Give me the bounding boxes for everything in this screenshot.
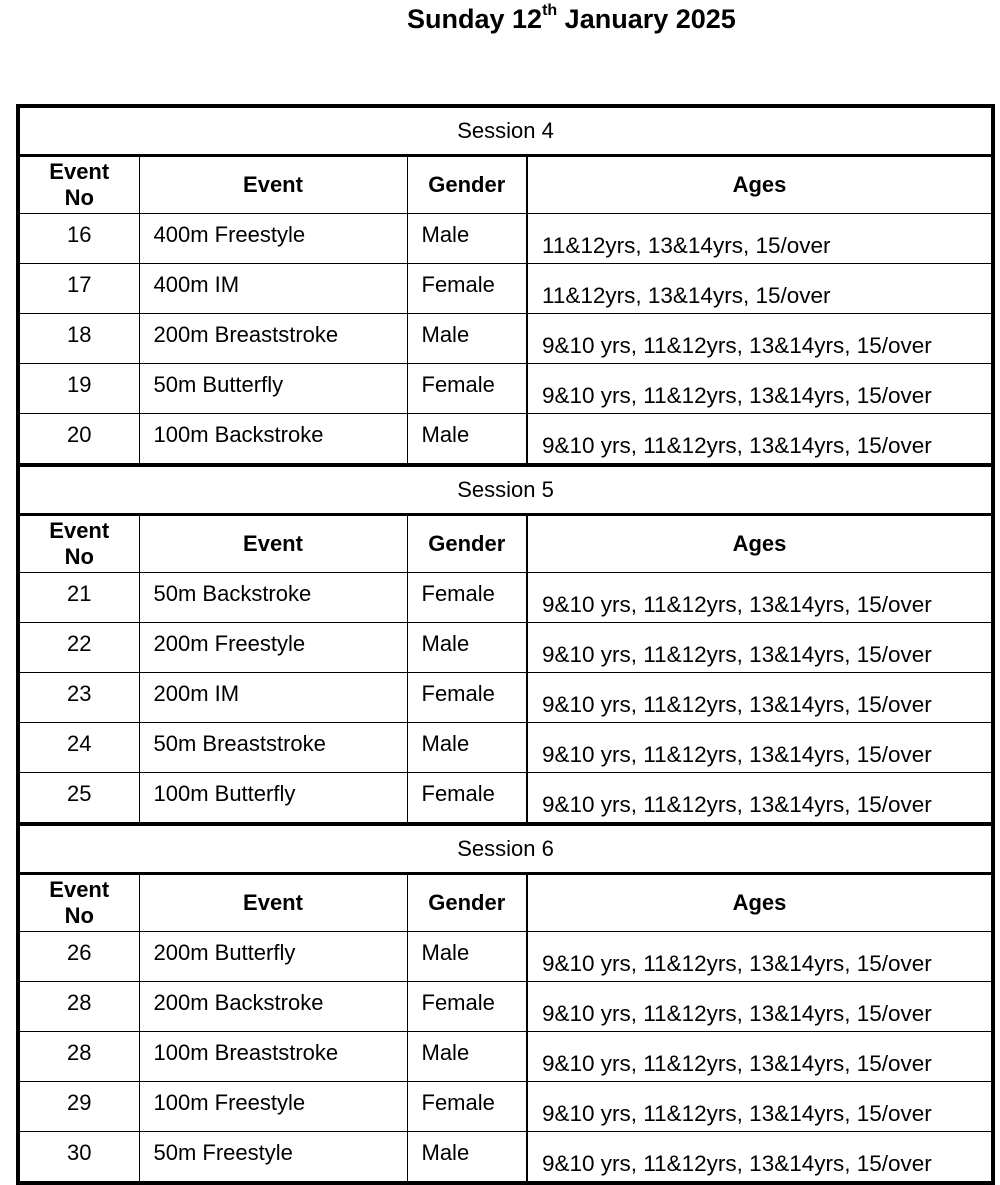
table-row [18, 1032, 993, 1082]
schedule-body [18, 106, 993, 1183]
column-header-row [18, 156, 993, 214]
header-event-no-line2: No [64, 544, 94, 569]
event-ages: 9&10 yrs, 11&12yrs, 13&14yrs, 15/over [527, 932, 993, 982]
event-name-text: 400m IM [153, 271, 240, 297]
header-event-no [18, 874, 139, 932]
event-name-text: 100m Freestyle [153, 1089, 306, 1115]
session-header-row [18, 465, 993, 515]
event-gender [407, 1132, 527, 1184]
event-name [139, 932, 407, 982]
event-number [18, 573, 139, 623]
header-event-no-line2: No [64, 185, 94, 210]
event-ages: 9&10 yrs, 11&12yrs, 13&14yrs, 15/over [527, 314, 993, 364]
event-number-text: 29 [67, 1089, 92, 1115]
table-row [18, 773, 993, 825]
event-number-text: 17 [67, 271, 92, 297]
event-name [139, 314, 407, 364]
event-ages: 9&10 yrs, 11&12yrs, 13&14yrs, 15/over [527, 773, 993, 825]
event-number-text: 23 [67, 680, 92, 706]
event-number [18, 773, 139, 825]
event-ages: 9&10 yrs, 11&12yrs, 13&14yrs, 15/over [527, 1132, 993, 1184]
event-gender [407, 214, 527, 264]
event-gender [407, 364, 527, 414]
header-event-no-line1: Event [49, 159, 110, 184]
event-number-text: 22 [67, 630, 92, 656]
event-name-text: 50m Backstroke [153, 580, 312, 606]
event-gender-text: Male [421, 630, 470, 656]
event-gender [407, 673, 527, 723]
event-gender-text: Male [421, 1039, 470, 1065]
event-gender [407, 982, 527, 1032]
event-number-text: 18 [67, 321, 92, 347]
session-header-row [18, 106, 993, 156]
column-header-row [18, 874, 993, 932]
table-row [18, 932, 993, 982]
event-name [139, 214, 407, 264]
event-gender [407, 723, 527, 773]
event-ages: 9&10 yrs, 11&12yrs, 13&14yrs, 15/over [527, 1082, 993, 1132]
table-row [18, 314, 993, 364]
table-row [18, 364, 993, 414]
event-number-text: 20 [67, 421, 92, 447]
page-title [0, 2, 1000, 36]
event-name [139, 1032, 407, 1082]
event-gender-text: Female [421, 989, 495, 1015]
event-gender [407, 1082, 527, 1132]
table-row [18, 573, 993, 623]
event-number [18, 982, 139, 1032]
session-header-row [18, 824, 993, 874]
header-gender: Gender [407, 515, 527, 573]
event-number [18, 723, 139, 773]
event-gender [407, 773, 527, 825]
header-gender: Gender [407, 156, 527, 214]
event-gender [407, 264, 527, 314]
table-row [18, 723, 993, 773]
event-gender-text: Female [421, 780, 495, 806]
event-ages: 9&10 yrs, 11&12yrs, 13&14yrs, 15/over [527, 723, 993, 773]
header-event: Event [139, 515, 407, 573]
event-schedule-table [16, 104, 995, 1185]
header-gender: Gender [407, 874, 527, 932]
event-name [139, 573, 407, 623]
event-name-text: 200m Butterfly [153, 939, 296, 965]
event-name [139, 1082, 407, 1132]
event-ages: 11&12yrs, 13&14yrs, 15/over [527, 264, 993, 314]
event-name [139, 414, 407, 466]
event-name-text: 100m Butterfly [153, 780, 296, 806]
event-name-text: 100m Backstroke [153, 421, 324, 447]
header-event-no [18, 156, 139, 214]
event-gender [407, 623, 527, 673]
event-ages: 9&10 yrs, 11&12yrs, 13&14yrs, 15/over [527, 1032, 993, 1082]
event-ages: 9&10 yrs, 11&12yrs, 13&14yrs, 15/over [527, 573, 993, 623]
event-number-text: 28 [67, 989, 92, 1015]
page-title-text [407, 2, 736, 36]
event-gender [407, 573, 527, 623]
event-gender-text: Female [421, 580, 495, 606]
event-gender-text: Male [421, 730, 470, 756]
event-gender [407, 314, 527, 364]
header-event-no-line1: Event [49, 877, 110, 902]
event-ages: 9&10 yrs, 11&12yrs, 13&14yrs, 15/over [527, 982, 993, 1032]
event-number [18, 1082, 139, 1132]
event-name-text: 50m Freestyle [153, 1139, 293, 1165]
event-gender [407, 1032, 527, 1082]
session-label: Session 6 [18, 824, 993, 874]
table-row [18, 673, 993, 723]
header-event-no-line1: Event [49, 518, 110, 543]
event-number [18, 414, 139, 466]
event-number [18, 932, 139, 982]
event-name-text: 200m Backstroke [153, 989, 324, 1015]
header-event: Event [139, 874, 407, 932]
event-number-text: 16 [67, 221, 92, 247]
column-header-row [18, 515, 993, 573]
event-gender-text: Male [421, 221, 470, 247]
event-name-text: 200m Freestyle [153, 630, 306, 656]
table-row [18, 414, 993, 466]
event-gender-text: Male [421, 421, 470, 447]
event-number-text: 26 [67, 939, 92, 965]
event-ages: 9&10 yrs, 11&12yrs, 13&14yrs, 15/over [527, 414, 993, 466]
table-row [18, 982, 993, 1032]
event-name-text: 200m Breaststroke [153, 321, 339, 347]
event-number-text: 19 [67, 371, 92, 397]
event-gender-text: Female [421, 1089, 495, 1115]
event-ages: 9&10 yrs, 11&12yrs, 13&14yrs, 15/over [527, 364, 993, 414]
header-ages: Ages [527, 156, 993, 214]
event-number [18, 364, 139, 414]
event-name-text: 200m IM [153, 680, 240, 706]
event-name [139, 264, 407, 314]
header-ages: Ages [527, 515, 993, 573]
table-row [18, 623, 993, 673]
table-row [18, 1132, 993, 1184]
event-name [139, 364, 407, 414]
title-prefix: Sunday 12 [407, 4, 543, 34]
header-event: Event [139, 156, 407, 214]
event-name [139, 1132, 407, 1184]
event-name [139, 723, 407, 773]
event-name-text: 50m Butterfly [153, 371, 284, 397]
event-gender-text: Male [421, 939, 470, 965]
event-gender-text: Female [421, 271, 495, 297]
header-ages: Ages [527, 874, 993, 932]
title-superscript: th [542, 2, 558, 19]
event-number [18, 1132, 139, 1184]
event-ages: 9&10 yrs, 11&12yrs, 13&14yrs, 15/over [527, 623, 993, 673]
event-number-text: 28 [67, 1039, 92, 1065]
event-name [139, 623, 407, 673]
event-number-text: 30 [67, 1139, 92, 1165]
event-gender-text: Male [421, 1139, 470, 1165]
event-name-text: 400m Freestyle [153, 221, 306, 247]
event-number [18, 214, 139, 264]
event-number-text: 21 [67, 580, 92, 606]
session-label: Session 4 [18, 106, 993, 156]
event-number [18, 673, 139, 723]
event-number-text: 25 [67, 780, 92, 806]
event-gender-text: Female [421, 371, 495, 397]
event-number [18, 1032, 139, 1082]
event-number [18, 623, 139, 673]
event-gender [407, 414, 527, 466]
table-row [18, 264, 993, 314]
header-event-no-line2: No [64, 903, 94, 928]
event-ages: 11&12yrs, 13&14yrs, 15/over [527, 214, 993, 264]
event-name [139, 982, 407, 1032]
table-row [18, 1082, 993, 1132]
event-gender [407, 932, 527, 982]
event-number [18, 264, 139, 314]
event-name-text: 100m Breaststroke [153, 1039, 339, 1065]
event-number [18, 314, 139, 364]
event-ages: 9&10 yrs, 11&12yrs, 13&14yrs, 15/over [527, 673, 993, 723]
event-gender-text: Female [421, 680, 495, 706]
table-row [18, 214, 993, 264]
event-name [139, 673, 407, 723]
event-gender-text: Male [421, 321, 470, 347]
event-name [139, 773, 407, 825]
event-number-text: 24 [67, 730, 92, 756]
header-event-no [18, 515, 139, 573]
event-name-text: 50m Breaststroke [153, 730, 326, 756]
title-suffix: January 2025 [557, 4, 736, 34]
session-label: Session 5 [18, 465, 993, 515]
